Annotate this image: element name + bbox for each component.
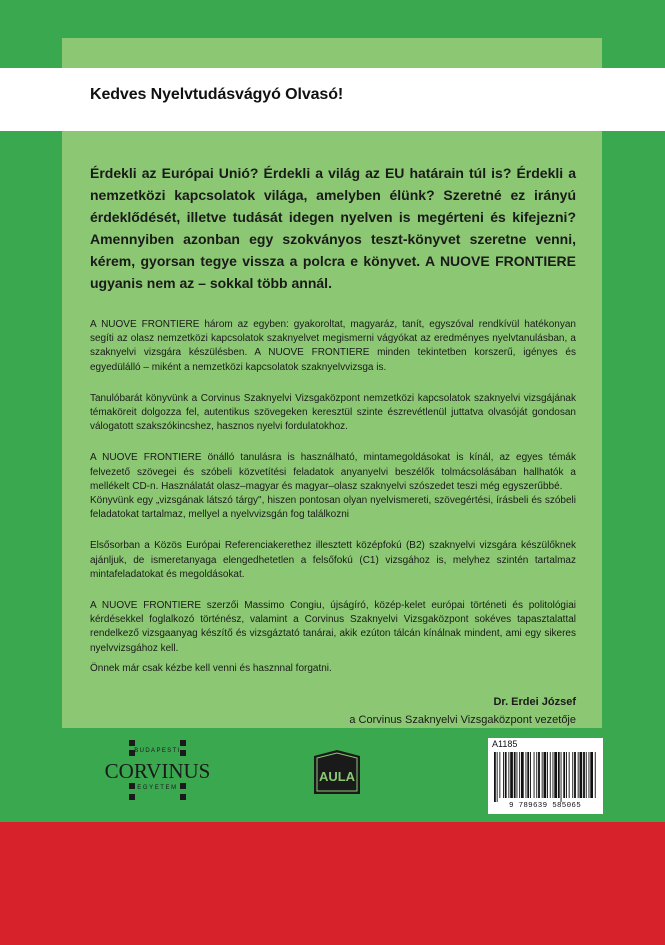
paragraph-2: Tanulóbarát könyvünk a Corvinus Szaknyelvi Vizsgaközpont nemzetközi kapcsolatok szaknyelvi vizsgájának témaköreit dolgozza fel, autentikus szövegeken keresztül szinte észrevétlenül juttatva olvasóját gondosan válogatott szakszókincshez, hasznos nyelvi fordulatokhoz. bbox=[90, 392, 576, 433]
barcode-bar bbox=[547, 752, 548, 798]
barcode-bar bbox=[544, 752, 547, 798]
barcode-bar bbox=[527, 752, 529, 798]
barcode-bar bbox=[563, 752, 565, 798]
signature-name: Dr. Erdei József bbox=[493, 696, 576, 709]
barcode-bar bbox=[578, 752, 579, 798]
corvinus-name-text: CORVINUS bbox=[104, 759, 211, 783]
barcode-bar bbox=[574, 752, 576, 798]
barcode-bar bbox=[561, 752, 562, 802]
barcode-bar bbox=[566, 752, 567, 798]
barcode-bar bbox=[583, 752, 585, 798]
barcode-bar bbox=[590, 752, 593, 798]
barcode-bar bbox=[554, 752, 557, 798]
barcode-bar bbox=[553, 752, 554, 798]
barcode-bar bbox=[514, 752, 516, 798]
intro-paragraph: Érdekli az Európai Unió? Érdekli a világ az EU határain túl is? Érdekli a nemzetközi kapcsolatok világa, amelyben élünk? Szeretné ez irányú érdeklődését, illetve tudását idegen nyelven is megérteni és kifejezni? Amennyiben azonban egy szokványos teszt-könyvet szeretne venni, kérem, gyorsan tegye vissza a polcra e könyvet. A NUOVE FRONTIERE ugyanis nem az – sokkal több annál. bbox=[90, 165, 576, 291]
barcode-image bbox=[492, 752, 598, 802]
barcode-bar bbox=[538, 752, 540, 798]
barcode-bar bbox=[499, 752, 500, 798]
back-cover-text bbox=[90, 162, 576, 729]
barcode-bar bbox=[572, 752, 573, 798]
barcode-bar bbox=[519, 752, 520, 798]
paragraph-4: Elsősorban a Közös Európai Referenciakerethez illesztett középfokú (B2) szaknyelvi vizsgára készülőknek ajánljuk, de ismeretanyaga elengedhetetlen a felsőfokú (C1) vizsgához is, melyhez szintén tartalmaz mintafeladatokat és megoldásokat. bbox=[90, 540, 576, 580]
barcode-bar bbox=[530, 752, 531, 798]
paragraph-5: A NUOVE FRONTIERE szerzői Massimo Congiu, újságíró, közép-kelet európai történeti és politológiai kérdésekkel foglalkozó történész, valamint a Corvinus Szaknyelvi Vizsgaközpont sokéves tapasztalattal rendelkező vizsgaanyag készítő és vizsgáztató tanárai, akik ezúton tálcán kínálnak mindent, ami egy sikeres nyelvvizsgához kell. bbox=[90, 600, 576, 654]
red-band bbox=[0, 822, 665, 945]
barcode-bar bbox=[534, 752, 535, 798]
barcode-bar bbox=[580, 752, 583, 798]
greeting-heading: Kedves Nyelvtudásvágyó Olvasó! bbox=[90, 86, 344, 103]
barcode-bar bbox=[521, 752, 524, 798]
barcode-bar bbox=[595, 752, 596, 798]
corvinus-bottom-text: EGYETEM bbox=[137, 785, 178, 791]
barcode-bar bbox=[508, 752, 509, 798]
barcode-bar bbox=[569, 752, 570, 798]
barcode-bar bbox=[494, 752, 496, 802]
barcode-bar bbox=[550, 752, 551, 798]
barcode-bar bbox=[536, 752, 537, 798]
paragraph-3: A NUOVE FRONTIERE önálló tanulásra is használható, mintamegoldásokat is kínál, az egyes témák felvezető szövegei és szóbeli közvetítési feladatok anyanyelvi beszélők tolmácsolásában hallhatók a mellékelt CD-n. Használatát olasz–magyar és magyar–olasz szaknyelvi szószedet teszi még egyszerűbbé. Könyvünk egy „vizsgának látszó tárgy", hiszen pontosan olyan nyelvismereti, szövegértési, írásbeli és szóbeli feladatokat tartalmaz, mellyel a nyelvvizsgán fog találkozni bbox=[90, 452, 576, 521]
corvinus-logo bbox=[95, 738, 220, 808]
product-code: A1185 bbox=[492, 739, 518, 749]
barcode-bar bbox=[542, 752, 543, 798]
signature-title: a Corvinus Szaknyelvi Vizsgaközpont vezetője bbox=[349, 714, 576, 727]
paragraph-1: A NUOVE FRONTIERE három az egyben: gyakoroltat, magyaráz, tanít, egyszóval rendkívül hatékonyan segíti az olasz nemzetközi kapcsolatok szaknyelvet megismerni vágyókat az eredményes nyelvtanulásban, a szaknyelvi vizsgára készülésben. A NUOVE FRONTIERE minden tekintetben korszerű, igényes és egyedülálló – miként a nemzetközi kapcsolatok szaknyelvvizsga is. bbox=[90, 319, 576, 373]
barcode-bar bbox=[505, 752, 507, 798]
corvinus-top-text: BUDAPESTI bbox=[134, 748, 181, 754]
barcode-bar bbox=[586, 752, 587, 798]
barcode-label bbox=[488, 738, 603, 814]
isbn-number: 9 789639 585065 bbox=[508, 802, 581, 810]
barcode-bar bbox=[558, 752, 560, 798]
barcode-bar bbox=[497, 752, 498, 802]
signature-block bbox=[90, 693, 576, 729]
barcode-bar bbox=[510, 752, 513, 798]
barcode-bar bbox=[517, 752, 518, 798]
barcode-bar bbox=[589, 752, 590, 798]
aula-text: AULA bbox=[318, 769, 356, 784]
barcode-bar bbox=[526, 752, 527, 798]
barcode-bar bbox=[503, 752, 504, 798]
aula-logo bbox=[308, 748, 366, 798]
paragraph-6: Önnek már csak kézbe kell venni és hasznnal forgatni. bbox=[90, 662, 332, 674]
